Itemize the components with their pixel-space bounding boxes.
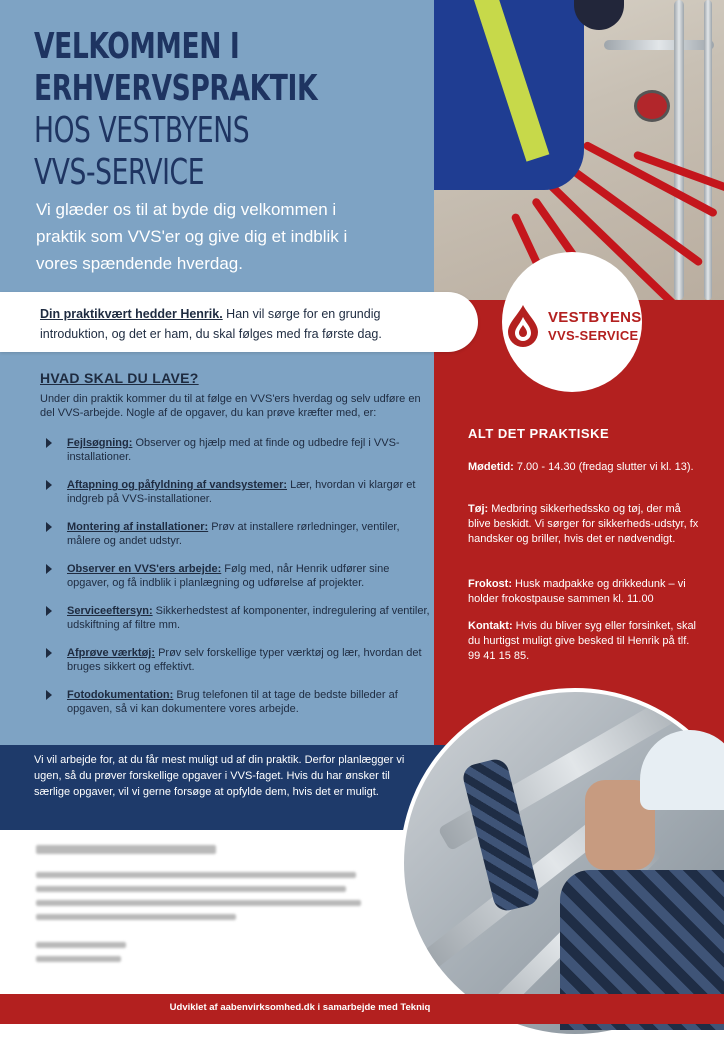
list-item <box>44 688 432 716</box>
circulation-pump <box>634 90 670 122</box>
triangle-bullet-icon <box>46 690 52 700</box>
task-text: Prøv at installere rørledninger, ventiler, målere og andet udstyr. <box>67 521 400 547</box>
title-line-2: ERHVERVSPRAKTIK <box>34 68 318 109</box>
list-item <box>44 604 432 632</box>
lunch-info <box>468 577 702 607</box>
task-title: Observer en VVS'ers arbejde: <box>67 563 222 575</box>
task-list <box>44 436 432 730</box>
clothing-label: Tøj: <box>468 503 489 515</box>
task-text: Prøv selv forskellige typer værktøj og lær, hvordan det bruges sikkert og effektivt. <box>67 647 422 673</box>
lunch-text: Husk madpakke og drikkedunk – vi holder frokostpause sammen kl. 11.00 <box>468 578 686 605</box>
tasks-intro: Under din praktik kommer du til at følge en VVS'ers hverdag og selv udføre en del VVS-arbejde. Nogle af de opgaver, du kan prøve kræfter med, er: <box>40 393 421 419</box>
flame-drop-icon <box>504 303 542 347</box>
tasks-heading: HVAD SKAL DU LAVE? <box>40 370 199 386</box>
list-item <box>44 562 432 590</box>
info-band-text: Vi vil arbejde for, at du får mest muligt ud af din praktik. Derfor planlægger vi ugen, så du prøver forskellige opgaver i VVS-faget. Hvis du har ønsker til særlige opgaver, vil vi gerne forsøge at opfylde dem, hvis det er muligt. <box>34 754 405 798</box>
page-title <box>34 26 424 194</box>
clothing-info <box>468 502 702 547</box>
triangle-bullet-icon <box>46 606 52 616</box>
task-text: Observer og hjælp med at finde og udbedre fejl i VVS-installationer. <box>67 437 400 463</box>
meeting-time-value: 7.00 - 14.30 (fredag slutter vi kl. 13). <box>513 461 694 473</box>
host-text <box>40 304 400 344</box>
task-text: Lær, hvordan vi klargør et indgreb på VVS-installationer. <box>67 479 416 505</box>
triangle-bullet-icon <box>46 564 52 574</box>
title-line-1: VELKOMMEN I <box>34 26 240 67</box>
task-title: Serviceeftersyn: <box>67 605 153 617</box>
triangle-bullet-icon <box>46 522 52 532</box>
contact-label: Kontakt: <box>468 620 513 632</box>
triangle-bullet-icon <box>46 480 52 490</box>
task-title: Afprøve værktøj: <box>67 647 156 659</box>
list-item <box>44 478 432 506</box>
title-line-4: VVS-SERVICE <box>34 152 205 193</box>
logo-subname: VVS-SERVICE <box>548 328 639 343</box>
host-description: Han vil sørge for en grundig introduktion, og det er ham, du skal følges med fra første dag. <box>40 307 382 341</box>
lunch-label: Frokost: <box>468 578 512 590</box>
intro-text: Vi glæder os til at byde dig velkommen i praktik som VVS'er og give dig et indblik i vores spændende hverdag. <box>36 200 348 273</box>
list-item <box>44 520 432 548</box>
task-title: Aftapning og påfyldning af vandsystemer: <box>67 479 288 491</box>
task-text: Brug telefonen til at tage de bedste billeder af opgaven, så vi kan dokumentere vores arbejde. <box>67 689 398 715</box>
triangle-bullet-icon <box>46 648 52 658</box>
list-item <box>44 436 432 464</box>
contact-text: Hvis du bliver syg eller forsinket, skal du hurtigst muligt give besked til Henrik på tlf. 99 41 15 85. <box>468 620 697 662</box>
logo-name: VESTBYENS <box>548 309 642 326</box>
task-text: Følg med, når Henrik udfører sine opgaver, og få indblik i planlægning og udførelse af projekter. <box>67 563 390 589</box>
host-name: Din praktikvært hedder Henrik. <box>40 307 223 321</box>
redacted-text-block <box>36 845 366 970</box>
list-item <box>44 646 432 674</box>
clothing-text: Medbring sikkerhedssko og tøj, der må blive beskidt. Vi sørger for sikkerheds-udstyr, fx handsker og briller, hvis det er nødvendigt. <box>468 503 699 545</box>
task-title: Montering af installationer: <box>67 521 209 533</box>
meeting-time-label: Mødetid: <box>468 461 514 473</box>
practical-heading: ALT DET PRAKTISKE <box>468 426 610 441</box>
task-title: Fotodokumentation: <box>67 689 174 701</box>
meeting-time <box>468 460 702 475</box>
footer-credit: Udviklet af aabenvirksomhed.dk i samarbejde med Tekniq <box>169 1002 431 1013</box>
task-title: Fejlsøgning: <box>67 437 133 449</box>
triangle-bullet-icon <box>46 438 52 448</box>
title-line-3: HOS VESTBYENS <box>34 110 250 151</box>
contact-info <box>468 619 702 664</box>
task-text: Sikkerhedstest af komponenter, indregulering af ventiler, udskiftning af filtre mm. <box>67 605 430 631</box>
